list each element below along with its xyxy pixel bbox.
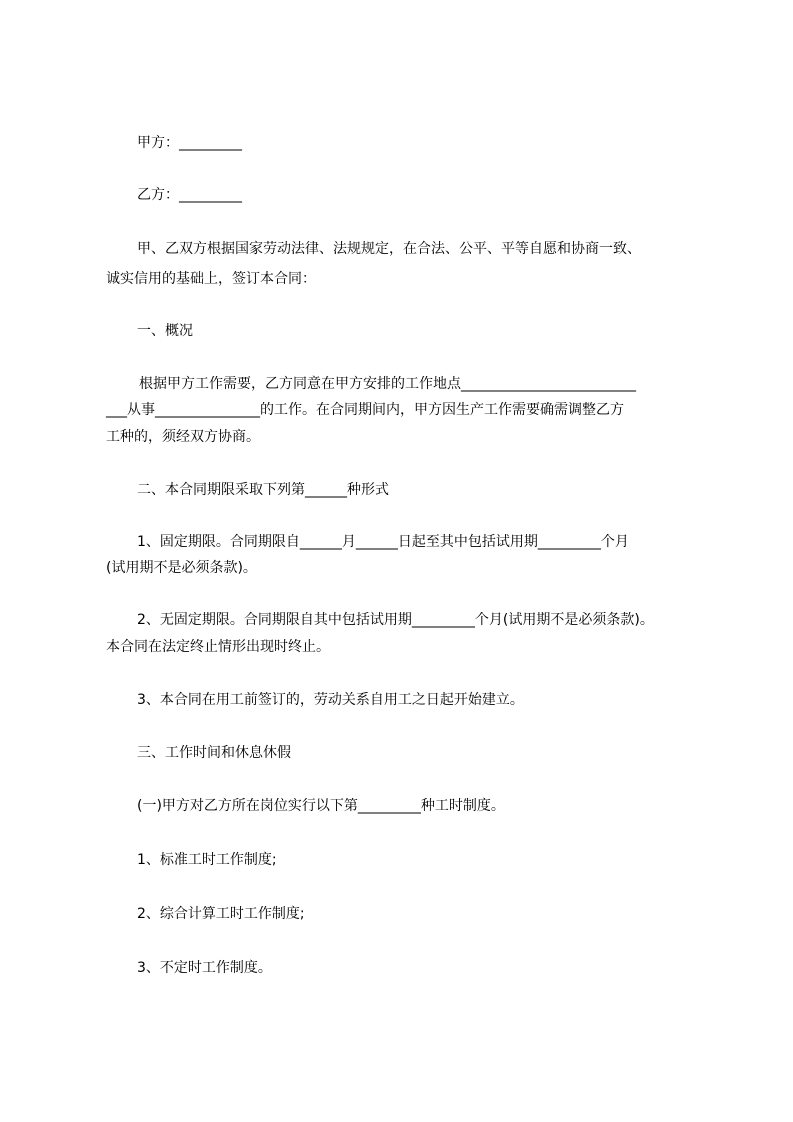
section-1-heading: 一、概况	[137, 323, 193, 339]
section-2-item-1-line-2: (试用期不是必须条款)。	[106, 560, 257, 576]
section-3-item-1: 1、标准工时工作制度;	[137, 852, 277, 868]
intro-line-2: 诚实信用的基础上，签订本合同：	[106, 271, 316, 287]
section-2-item-2-line-1: 2、无固定期限。合同期限自其中包括试用期_________个月(试用期不是必须条款)。	[137, 612, 654, 628]
section-3-item-2: 2、综合计算工时工作制度;	[137, 906, 305, 922]
section-1-paragraph-line-1: 根据甲方工作需要，乙方同意在甲方安排的工作地点_________________________	[139, 376, 636, 392]
section-3-heading: 三、工作时间和休息休假	[137, 745, 291, 761]
section-1-paragraph-line-2: ___从事_______________的工作。在合同期间内，甲方因生产工作需要确需调整乙方	[106, 402, 624, 418]
party-b-line: 乙方：_________	[137, 187, 242, 203]
section-2-item-1-line-1: 1、固定期限。合同期限自______月______日起至其中包括试用期_________个月	[137, 534, 629, 550]
section-2-item-3: 3、本合同在用工前签订的，劳动关系自用工之日起开始建立。	[137, 692, 524, 708]
section-3-item-3: 3、不定时工作制度。	[137, 960, 272, 976]
section-3-subsection-1: (一)甲方对乙方所在岗位实行以下第_________种工时制度。	[137, 798, 505, 814]
section-1-paragraph-line-3: 工种的，须经双方协商。	[106, 429, 260, 445]
party-a-line: 甲方：_________	[137, 135, 242, 151]
intro-line-1: 甲、乙双方根据国家劳动法律、法规规定，在合法、公平、平等自愿和协商一致、	[137, 241, 641, 257]
section-2-heading: 二、本合同期限采取下列第______种形式	[137, 482, 389, 498]
section-2-item-2-line-2: 本合同在法定终止情形出现时终止。	[106, 639, 330, 655]
